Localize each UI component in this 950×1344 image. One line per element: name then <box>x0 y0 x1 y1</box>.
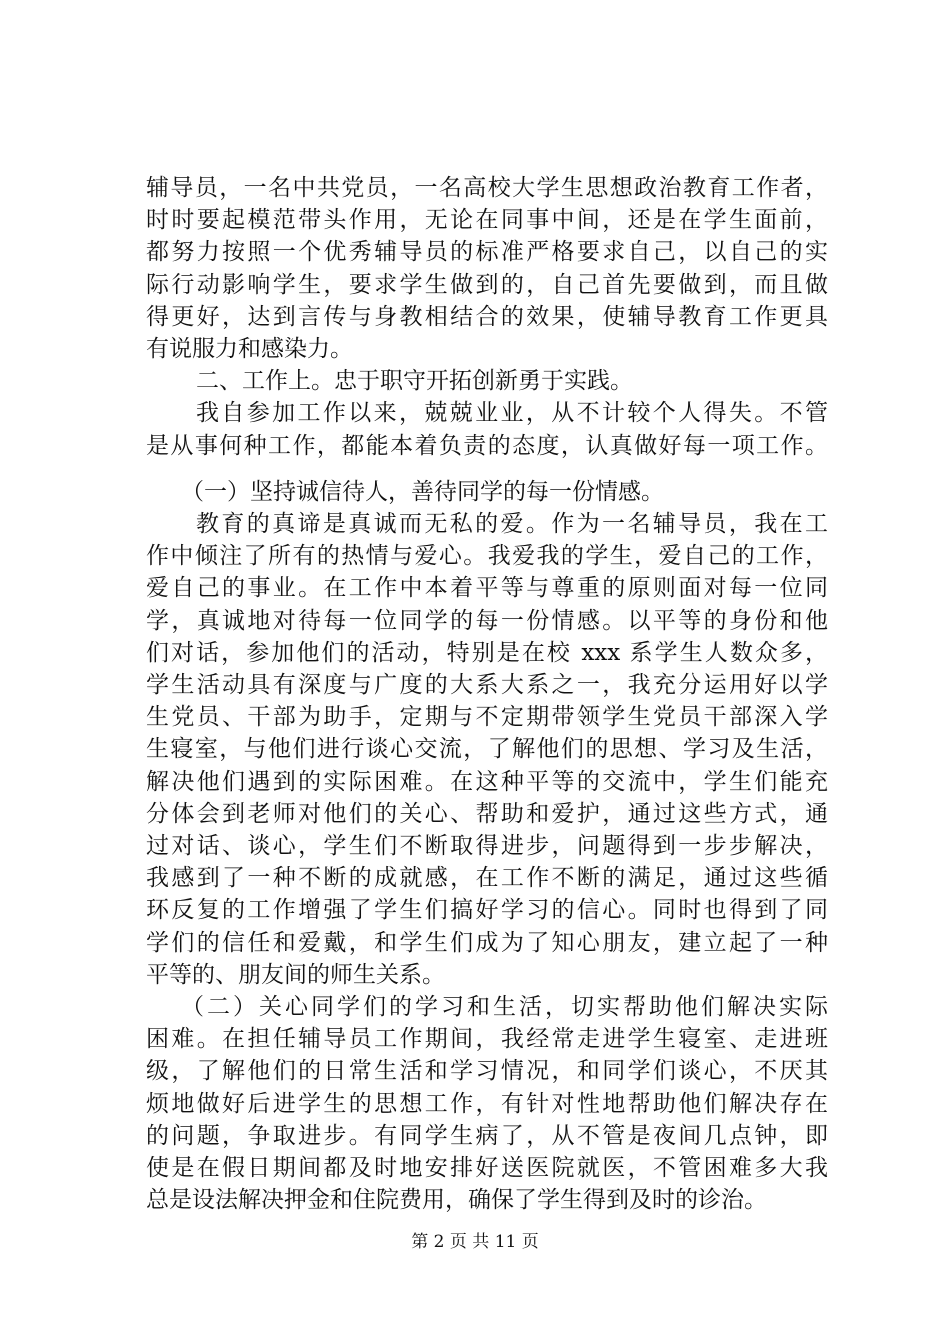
section-heading: 二、工作上。忠于职守开拓创新勇于实践。 <box>196 368 633 394</box>
paragraph-line: 环反复的工作增强了学生们搞好学习的信心。同时也得到了同 <box>146 897 828 923</box>
paragraph-line: 时时要起模范带头作用，无论在同事中间，还是在学生面前， <box>146 207 828 233</box>
paragraph-line: 辅导员，一名中共党员，一名高校大学生思想政治教育工作者， <box>146 175 828 201</box>
paragraph-line: 平等的、朋友间的师生关系。 <box>146 962 445 988</box>
paragraph-line: 作中倾注了所有的热情与爱心。我爱我的学生，爱自己的工作， <box>146 543 828 569</box>
paragraph-line: 分体会到老师对他们的关心、帮助和爱护，通过这些方式，通 <box>146 801 828 827</box>
paragraph-line: 学生活动具有深度与广度的大系大系之一，我充分运用好以学 <box>146 672 828 698</box>
page-number-footer: 第 2 页 共 11 页 <box>411 1232 539 1252</box>
paragraph-line: 得更好，达到言传与身教相结合的效果，使辅导教育工作更具 <box>146 304 828 330</box>
paragraph-line: 生党员、干部为助手，定期与不定期带领学生党员干部深入学 <box>146 704 828 730</box>
paragraph-line: （二）关心同学们的学习和生活，切实帮助他们解决实际 <box>181 994 828 1020</box>
paragraph-line: 级，了解他们的日常生活和学习情况，和同学们谈心，不厌其 <box>146 1058 828 1084</box>
paragraph-line: 我自参加工作以来，兢兢业业，从不计较个人得失。不管 <box>196 400 828 426</box>
paragraph-line: 过对话、谈心，学生们不断取得进步，问题得到一步步解决， <box>146 833 828 859</box>
paragraph-line: 生寝室，与他们进行谈心交流，了解他们的思想、学习及生活， <box>146 736 828 762</box>
paragraph-line: 是从事何种工作，都能本着负责的态度，认真做好每一项工作。 <box>146 433 828 459</box>
paragraph-line: 教育的真谛是真诚而无私的爱。作为一名辅导员，我在工 <box>196 511 828 537</box>
paragraph-line: 困难。在担任辅导员工作期间，我经常走进学生寝室、走进班 <box>146 1026 828 1052</box>
paragraph-line: 际行动影响学生，要求学生做到的，自己首先要做到，而且做 <box>146 272 828 298</box>
paragraph-line: 使是在假日期间都及时地安排好送医院就医，不管困难多大我 <box>146 1155 828 1181</box>
paragraph-line: 有说服力和感染力。 <box>146 336 353 362</box>
paragraph-line: 都努力按照一个优秀辅导员的标准严格要求自己，以自己的实 <box>146 239 828 265</box>
paragraph-line: 学们的信任和爱戴，和学生们成为了知心朋友，建立起了一种 <box>146 930 828 956</box>
paragraph-line: 烦地做好后进学生的思想工作，有针对性地帮助他们解决存在 <box>146 1091 828 1117</box>
paragraph-line: 解决他们遇到的实际困难。在这种平等的交流中，学生们能充 <box>146 769 828 795</box>
paragraph-line: 爱自己的事业。在工作中本着平等与尊重的原则面对每一位同 <box>146 575 828 601</box>
paragraph-line: 的问题，争取进步。有同学生病了，从不管是夜间几点钟，即 <box>146 1123 828 1149</box>
paragraph-line: 学，真诚地对待每一位同学的每一份情感。以平等的身份和他 <box>146 608 828 634</box>
paragraph-line: 总是设法解决押金和住院费用，确保了学生得到及时的诊治。 <box>146 1187 767 1213</box>
subsection-heading: （一）坚持诚信待人，善待同学的每一份情感。 <box>181 479 664 505</box>
paragraph-line: 我感到了一种不断的成就感，在工作不断的满足，通过这些循 <box>146 865 828 891</box>
paragraph-line: 们对话，参加他们的活动，特别是在校 xxx 系学生人数众多， <box>146 640 828 666</box>
